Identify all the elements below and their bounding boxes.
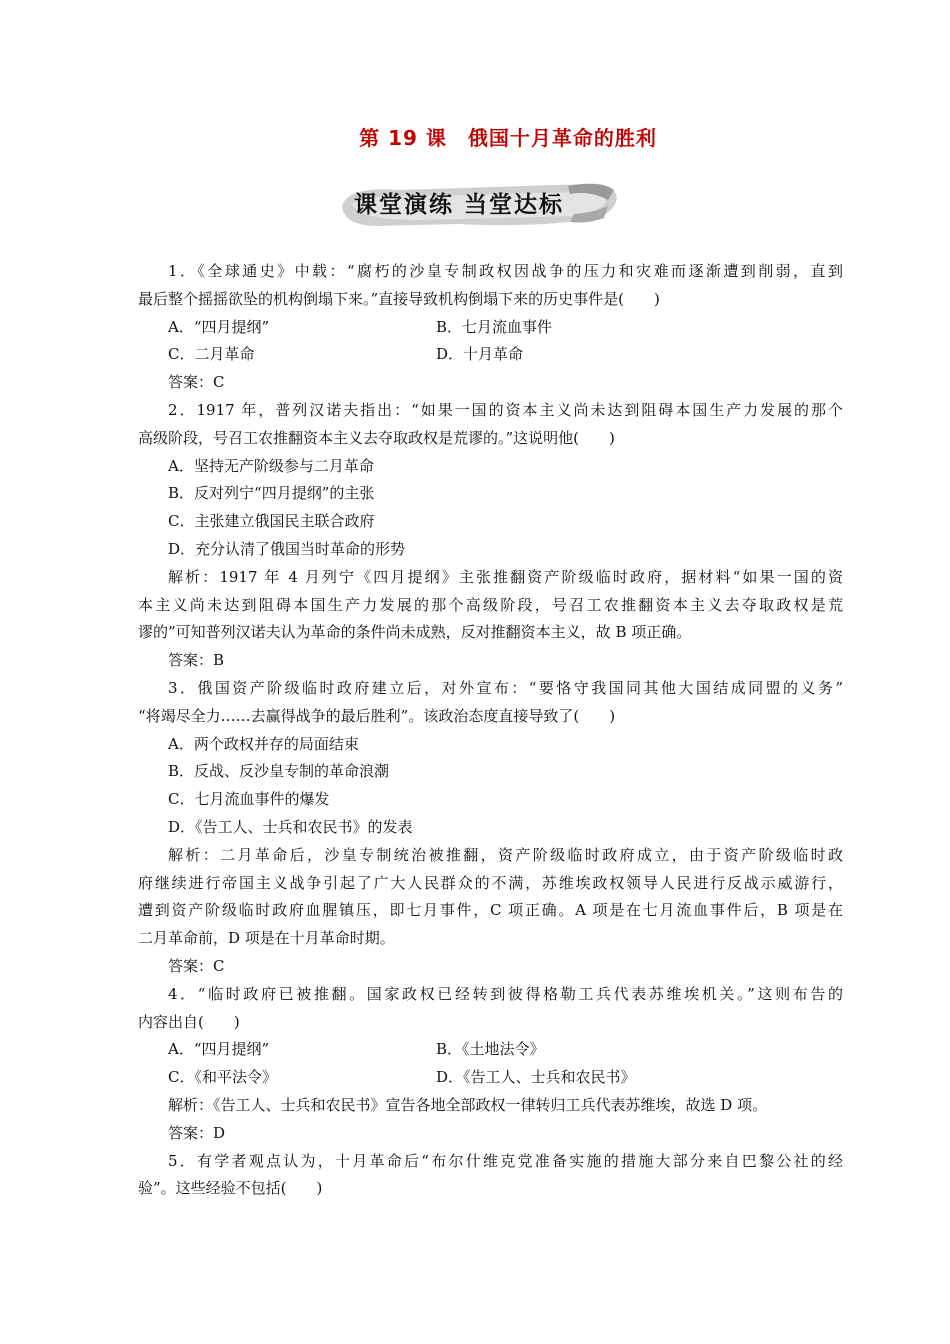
question-list [138,258,843,1203]
q4-explanation-line1: 解析：《告工人、士兵和农民书》宣告各地全部政权一律转归工兵代表苏维埃，故选 D 项。 [168,1095,768,1114]
q3-stem-line2: “将竭尽全力……去赢得战争的最后胜利”。该政治态度直接导致了( ) [138,706,616,725]
q4-stem-line2: 内容出自( ) [138,1012,240,1031]
q1-stem-line2: 最后整个摇摇欲坠的机构倒塌下来。”直接导致机构倒塌下来的历史事件是( ) [138,289,660,308]
q5-stem-line2: 验”。这些经验不包括( ) [138,1179,323,1198]
q4-options-row2 [138,1064,843,1092]
q2-answer: 答案：B [168,651,225,670]
q3-option-b: B．反战、反沙皇专制的革命浪潮 [168,762,390,781]
q1-options-row2 [138,341,843,369]
q1-options-row1 [138,314,843,342]
q3-option-d: D．《告工人、士兵和农民书》的发表 [168,817,413,836]
q3-explanation-line4: 二月革命前，D 项是在十月革命时期。 [138,929,395,948]
q1-option-d: D．十月革命 [436,345,524,364]
q1-option-b: B．七月流血事件 [436,317,553,336]
q3-option-a: A．两个政权并存的局面结束 [168,734,359,753]
q4-option-a: A．“四月提纲” [168,1040,270,1059]
q2-option-b: B．反对列宁“四月提纲”的主张 [168,484,375,503]
lesson-title: 第 19 课 俄国十月革命的胜利 [359,126,657,150]
q3-explanation-line1: 解析：二月革命后，沙皇专制统治被推翻，资产阶级临时政府成立，由于资产阶级临时政 [168,845,843,864]
q2-explanation-line1: 解析：1917 年 4 月列宁《四月提纲》主张推翻资产阶级临时政府，据材料“如果一国的资 [168,567,843,586]
q4-option-c: C．《和平法令》 [168,1068,277,1087]
q1-stem-line1: 1．《全球通史》中载：“腐朽的沙皇专制政权因战争的压力和灾难而逐渐遭到削弱，直到 [168,262,843,280]
q3-explanation-line3: 遭到资产阶级临时政府血腥镇压，即七月事件，C 项正确。A 项是在七月流血事件后，B 项是在 [138,901,843,920]
q3-explanation-line2: 府继续进行帝国主义战争引起了广大人民群众的不满，苏维埃政权领导人民进行反战示威游行， [138,873,843,892]
banner-title: 课堂演练 当堂达标 [354,192,565,218]
q2-explanation-line3: 谬的”可知普列汉诺夫认为革命的条件尚未成熟，反对推翻资本主义，故 B 项正确。 [138,623,692,642]
q3-option-c: C．七月流血事件的爆发 [168,790,330,809]
q2-option-a: A．坚持无产阶级参与二月革命 [168,456,374,475]
q2-stem-line1: 2．1917 年，普列汉诺夫指出：“如果一国的资本主义尚未达到阻碍本国生产力发展的那个 [168,400,843,419]
q4-answer: 答案：D [168,1123,226,1142]
q1-option-c: C．二月革命 [168,345,255,364]
q2-stem-line2: 高级阶段，号召工农推翻资本主义去夺取政权是荒谬的。”这说明他( ) [138,428,615,447]
q2-explanation-line2: 本主义尚未达到阻碍本国生产力发展的那个高级阶段，号召工农推翻资本主义去夺取政权是荒 [138,595,843,614]
q1-option-a: A．“四月提纲” [168,317,270,336]
q2-option-d: D．充分认清了俄国当时革命的形势 [168,539,406,558]
q3-answer: 答案：C [168,956,225,975]
q5-stem-line1: 5．有学者观点认为，十月革命后“布尔什维克党准备实施的措施大部分来自巴黎公社的经 [168,1151,843,1170]
q4-options-row1 [138,1036,843,1064]
q3-stem-line1: 3．俄国资产阶级临时政府建立后，对外宣布：“要恪守我国同其他大国结成同盟的义务” [168,678,843,697]
q4-option-b: B．《土地法令》 [436,1040,545,1059]
q1-answer: 答案：C [168,373,225,392]
q2-option-c: C．主张建立俄国民主联合政府 [168,512,375,531]
q4-stem-line1: 4．“临时政府已被推翻。国家政权已经转到彼得格勒工兵代表苏维埃机关。”这则布告的 [168,984,843,1003]
q4-option-d: D．《告工人、士兵和农民书》 [436,1068,636,1087]
